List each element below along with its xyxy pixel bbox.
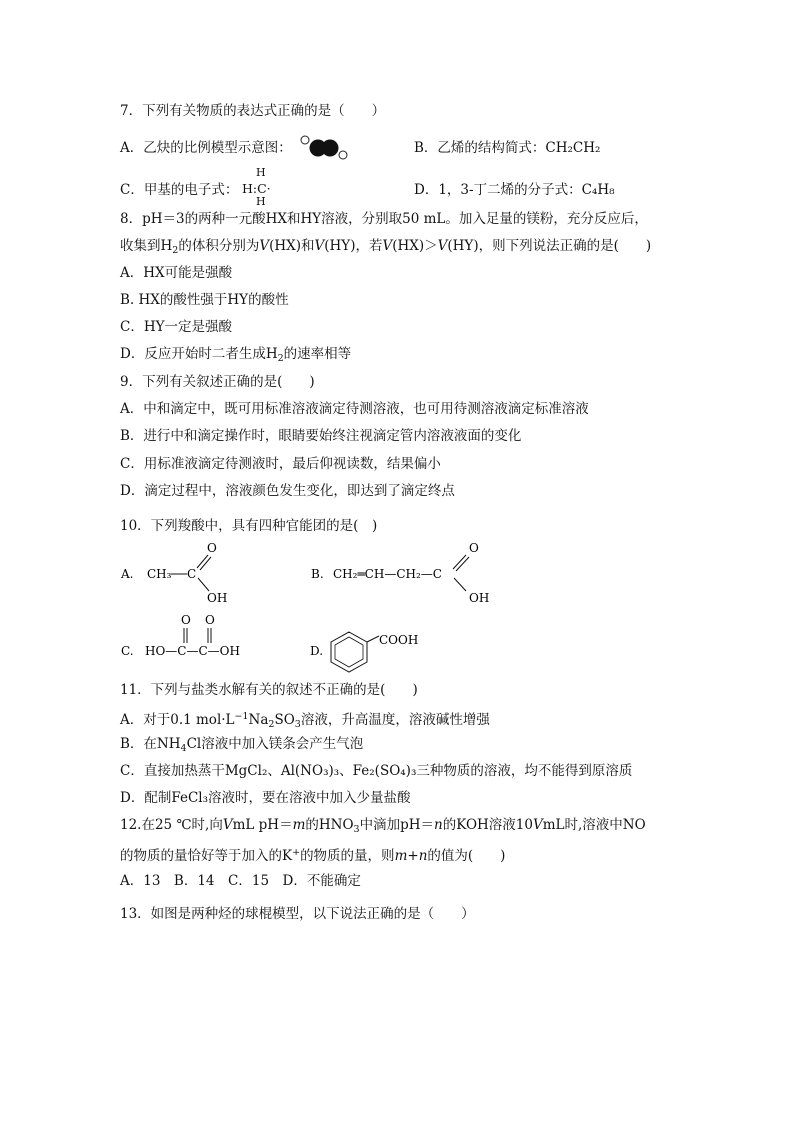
- q9-stem: 9．下列有关叙述正确的是( ): [120, 374, 315, 390]
- methyl-h-top: H: [256, 166, 266, 179]
- q7-option-c: C．甲基的电子式：: [120, 182, 239, 198]
- q8-stem-line1: 8．pH＝3的两种一元酸HX和HY溶液，分别取50 mL。加入足量的镁粉，充分反应后，: [120, 211, 648, 227]
- q12-options: A．13 B．14 C．15 D．不能确定: [120, 873, 361, 889]
- q8-option-a: A．HX可能是强酸: [120, 265, 233, 281]
- methyl-electron-formula: H:C·: [242, 181, 271, 196]
- q11-stem: 11．下列与盐类水解有关的叙述不正确的是( ): [120, 682, 418, 698]
- q11-option-b: B．在$NH_4Cl$溶液中加入镁条会产生气泡: [120, 736, 364, 754]
- q10-option-c-label: C.: [121, 644, 134, 658]
- q10-c-chain: HO—C—C—OH: [145, 644, 240, 658]
- q10-d-cooh: COOH: [379, 633, 419, 647]
- q11-option-c: C．直接加热蒸干MgCl₂、Al(NO₃)₃、Fe₂(SO₄)₃三种物质的溶液，均不能得到原溶质: [120, 763, 633, 779]
- q7-stem: 7．下列有关物质的表达式正确的是（ ）: [120, 103, 386, 119]
- q12-stem-line1: 12.在25 ℃时,向VmL pH＝m的$HNO_3$中滴加pH＝n的KOH溶液10VmL时,溶液中NO: [120, 817, 646, 835]
- q10-option-b-label: B.: [311, 567, 324, 581]
- q10-b-chain: CH₂═CH—CH₂—C: [333, 567, 442, 581]
- q9-option-a: A．中和滴定中，既可用标准溶液滴定待测溶液，也可用待测溶液滴定标准溶液: [120, 401, 589, 417]
- q10-b-oh: OH: [469, 591, 490, 605]
- q10-option-d-label: D.: [310, 644, 324, 658]
- q10-a-ch3: CH₃: [147, 567, 172, 581]
- q11-option-a: A．对于0.1 $mol\cdot L^{-1}Na_2SO_3$溶液，升高温度，溶液碱性增强: [120, 711, 490, 730]
- q10-option-a-label: A.: [121, 567, 134, 581]
- ethylene-formula: CH₂CH₂: [545, 140, 601, 156]
- q10-a-o: O: [207, 541, 217, 555]
- benzene-ring-icon: [331, 632, 367, 672]
- q8-option-c: C．HY一定是强酸: [120, 319, 233, 335]
- q8-stem-line2: 收集到$H_2$的体积分别为V(HX)和V(HY)，若V(HX)＞V(HY)，则下列说法正确的是( ): [120, 238, 652, 256]
- q10-a-oh: OH: [207, 591, 228, 605]
- q10-stem: 10．下列羧酸中，具有四种官能团的是( ): [120, 518, 378, 534]
- q11-option-d: D．配制FeCl₃溶液时，要在溶液中加入少量盐酸: [120, 790, 411, 806]
- q10-c-o1: O: [181, 613, 191, 627]
- q7-option-a: A．乙炔的比例模型示意图：: [120, 140, 292, 156]
- q13-stem: 13．如图是两种烃的球棍模型，以下说法正确的是（ ）: [120, 906, 475, 922]
- q9-option-c: C．用标准液滴定待测液时，最后仰视读数，结果偏小: [120, 456, 441, 472]
- q10-c-o2: O: [205, 613, 215, 627]
- q8-option-b: B. HX的酸性强于HY的酸性: [120, 292, 289, 308]
- q10-b-o: O: [469, 541, 479, 555]
- q12-stem-line2: 的物质的量恰好等于加入的K+的物质的量，则m+n的值为( ): [120, 847, 506, 864]
- methyl-h-bottom: H: [256, 195, 266, 208]
- q7-option-d: D．1，3-丁二烯的分子式：C₄H₈: [414, 182, 615, 198]
- q9-option-d: D．滴定过程中，溶液颜色发生变化，即达到了滴定终点: [120, 483, 455, 499]
- q10-a-c: C: [187, 567, 197, 581]
- q10-structures: [115, 538, 490, 668]
- q7-option-b: B．乙烯的结构简式：CH₂CH₂: [414, 140, 601, 156]
- acetylene-ratio-model-icon: [298, 134, 350, 160]
- q8-option-d: D．反应开始时二者生成$H_2$的速率相等: [120, 346, 352, 364]
- butadiene-formula: C₄H₈: [581, 182, 615, 198]
- q9-option-b: B．进行中和滴定操作时，眼睛要始终注视滴定管内溶液液面的变化: [120, 428, 522, 444]
- q10-b-bonds: [440, 538, 480, 608]
